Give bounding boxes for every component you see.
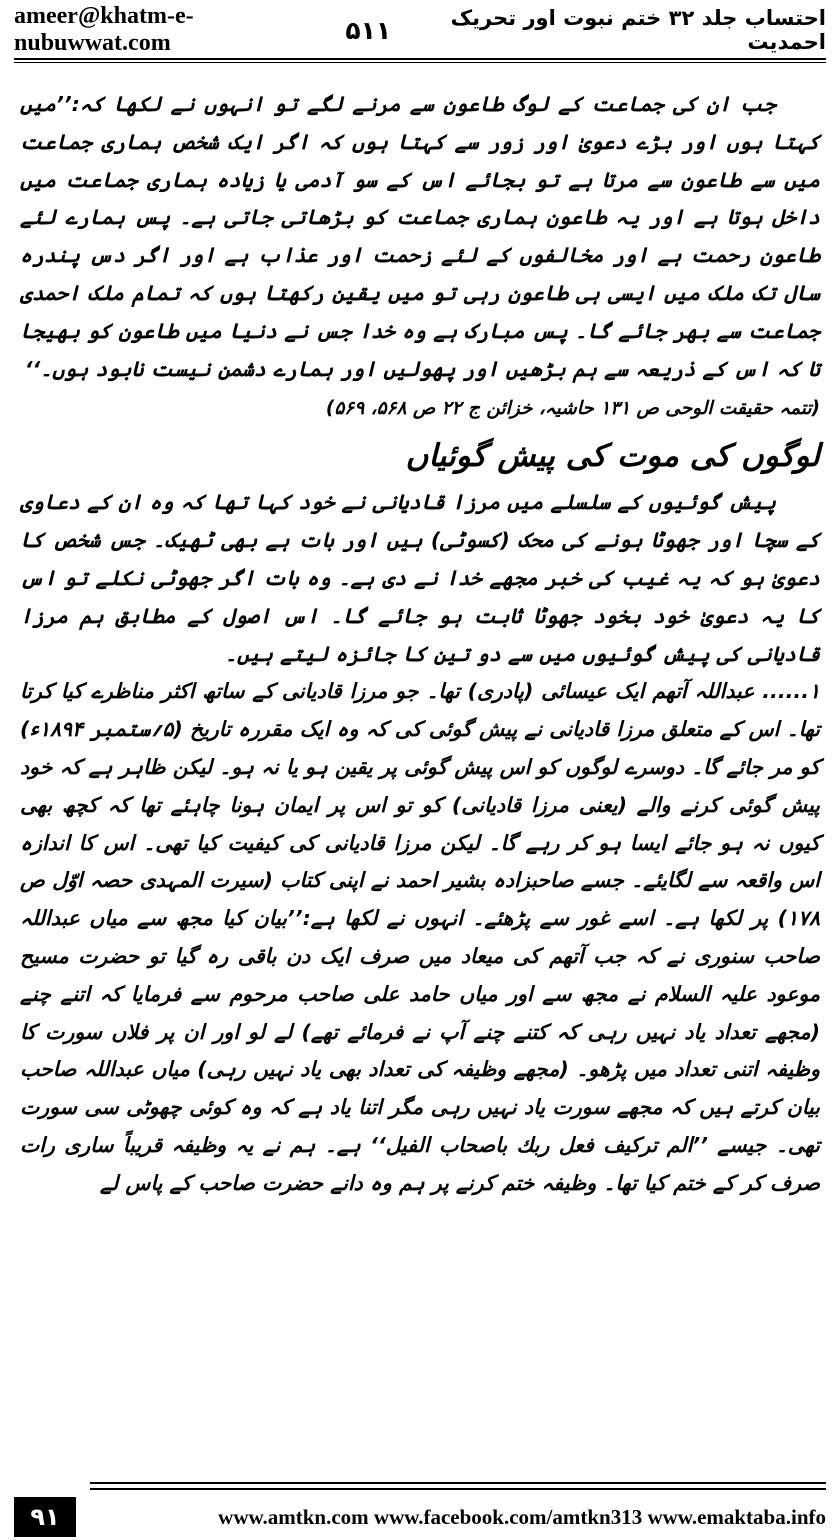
- section-heading: لوگوں کی موت کی پیش گوئیاں: [405, 438, 820, 475]
- folio-number: ۹۱: [14, 1497, 76, 1537]
- paragraph: ۱...... عبداللہ آتھم ایک عیسائی (پادری) تھا۔ جو مرزا قادیانی کے ساتھ اکثر مناظرے کیا کرتا تھا۔ اس کے متعلق مرزا قادیانی نے پیش گوئی کی کہ وہ ایک مقررہ تاریخ (۵؍ستمبر ۱۸۹۴ء) کو مر جائے گا۔ دوسرے لوگوں کو اس پیش گوئی پر یقین ہو یا نہ ہو۔ لیکن ظاہر ہے کہ خود پیش گوئی کرنے والے (یعنی مرزا قادیانی) کو تو اس پر ایمان ہونا چاہئے تھا کہ کچھ بھی کیوں نہ ہو جائے ایسا ہو کر رہے گا۔ لیکن مرزا قادیانی کی کیفیت کیا تھی۔ اس کا اندازہ اس واقعہ سے لگایئے۔ جسے صاحبزادہ بشیر احمد نے اپنی کتاب (سیرت المہدی حصہ اوّل ص ۱۷۸) پر لکھا ہے۔ اسے غور سے پڑھئے۔ انہوں نے لکھا ہے:’’بیان کیا مجھ سے میاں عبداللہ صاحب سنوری نے کہ جب آتھم کی میعاد میں صرف ایک دن باقی رہ گیا تو حضرت مسیح موعود علیہ السلام نے مجھ سے اور میاں حامد علی صاحب مرحوم سے فرمایا کہ اتنے چنے (مجھے تعداد یاد نہیں رہی کہ کتنے چنے آپ نے فرمائے تھے) لے لو اور ان پر فلاں سورت کا وظیفہ اتنی تعداد میں پڑھو۔ (مجھے وظیفہ کی تعداد بھی یاد نہیں رہی) میاں عبداللہ صاحب بیان کرتے ہیں کہ مجھے سورت یاد نہیں رہی مگر اتنا یاد ہے کہ وہ کوئی چھوٹی سی سورت تھی۔ جیسے ’’الم ترکیف فعل ربك باصحاب الفیل‘‘ ہے۔ ہم نے یہ وظیفہ قریباً ساری رات صرف کر کے ختم کیا تھا۔ وظیفہ ختم کرنے پر ہم وہ دانے حضرت صاحب کے پاس لے: [20, 679, 820, 1195]
- page-header: [14, 3, 826, 56]
- footer-links[interactable]: www.amtkn.com www.facebook.com/amtkn313 www.emaktaba.info: [218, 1504, 826, 1529]
- page-footer: [14, 1496, 826, 1538]
- footer-rules: [90, 1482, 826, 1494]
- paragraph: جب ان کی جماعت کے لوگ طاعون سے مرنے لگے تو انہوں نے لکھا کہ:’’میں کہتا ہوں اور بڑے دعویٰ اور زور سے کہتا ہوں کہ اگر ایک شخص ہماری جماعت میں سے طاعون سے مرتا ہے تو بجائے اس کے سو آدمی یا زیادہ ہماری جماعت میں داخل ہوتا ہے اور یہ طاعون ہماری جماعت کو بڑھاتی جاتی ہے۔ پس ہمارے لئے طاعون رحمت ہے اور مخالفوں کے لئے زحمت اور عذاب ہے اور اگر دس پندرہ سال تک ملک میں ایسی ہی طاعون رہی تو میں یقین رکھتا ہوں کہ تمام ملک احمدی جماعت سے بھر جائے گا۔ پس مبارک ہے وہ خدا جس نے دنیا میں طاعون کو بھیجا تا کہ اس کے ذریعہ سے ہم بڑھیں اور پھولیں اور ہمارے دشمن نیست نابود ہوں۔‘‘: [20, 92, 820, 381]
- header-email[interactable]: ameer@khatm-e-nubuwwat.com: [14, 3, 194, 56]
- header-page-number: ۵۱۱: [345, 15, 392, 45]
- citation-reference: (تتمہ حقیقت الوحی ص ۱۳۱ حاشیہ، خزائن ج ۲۲ ص ۵۶۸، ۵۶۹): [325, 398, 820, 420]
- header-rule: [14, 58, 826, 60]
- paragraph: پیش گوئیوں کے سلسلے میں مرزا قادیانی نے خود کہا تھا کہ وہ ان کے دعاوی کے سچا اور جھوٹا ہونے کی محک (کسوٹی) ہیں اور بات ہے بھی ٹھیک۔ جس شخص کا دعویٰ ہو کہ یہ غیب کی خبر مجھے خدا نے دی ہے۔ وہ بات اگر جھوٹی نکلے تو اس کا یہ دعویٰ خود بخود جھوٹا ثابت ہو جائے گا۔ اس اصول کے مطابق ہم مرزا قادیانی کی پیش گوئیوں میں سے دو تین کا جائزہ لیتے ہیں۔: [20, 490, 820, 666]
- header-left: [14, 3, 391, 57]
- header-rule-thin: [14, 62, 826, 63]
- header-book-title: احتساب جلد ۳۲ ختم نبوت اور تحریک احمدیت: [450, 6, 826, 54]
- page-content: [20, 86, 820, 1203]
- footer-rule: [90, 1488, 826, 1494]
